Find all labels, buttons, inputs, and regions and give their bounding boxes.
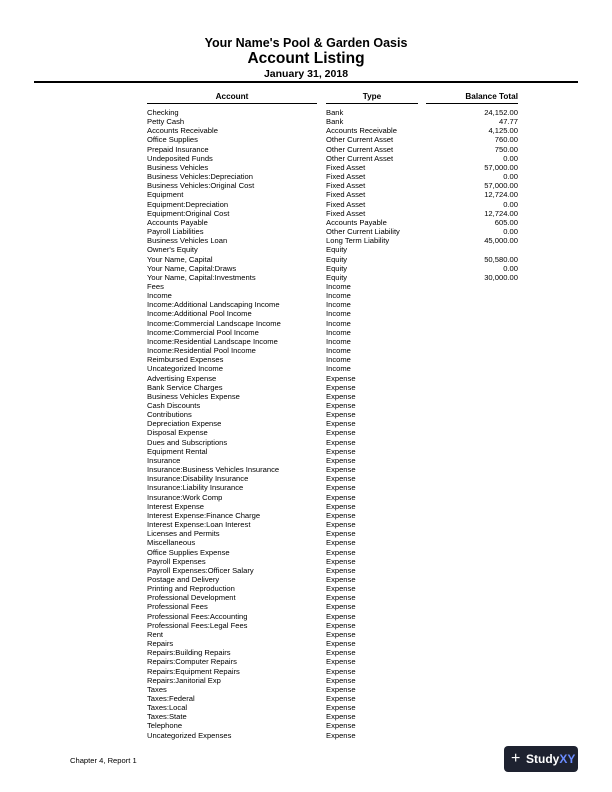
footer-label: Chapter 4, Report 1 — [70, 756, 137, 765]
table-row — [0, 273, 612, 282]
plus-icon: + — [511, 750, 521, 767]
table-row — [0, 300, 612, 309]
table-row — [0, 676, 612, 685]
account-cell: Your Name, Capital:Draws — [147, 263, 237, 273]
table-row — [0, 190, 612, 199]
type-cell: Expense — [326, 666, 356, 676]
table-row — [0, 575, 612, 584]
account-cell: Income:Residential Landscape Income — [147, 336, 278, 346]
account-cell: Postage and Delivery — [147, 574, 220, 584]
balance-cell: 0.00 — [503, 153, 518, 163]
table-row — [0, 236, 612, 245]
account-cell: Office Supplies — [147, 135, 198, 145]
type-cell: Expense — [326, 629, 356, 639]
table-row — [0, 309, 612, 318]
table-row — [0, 584, 612, 593]
table-row — [0, 419, 612, 428]
table-row — [0, 364, 612, 373]
table-row — [0, 630, 612, 639]
type-cell: Other Current Liability — [326, 227, 400, 237]
type-cell: Income — [326, 300, 351, 310]
table-row — [0, 346, 612, 355]
company-name: Your Name's Pool & Garden Oasis — [204, 36, 408, 50]
type-cell: Fixed Asset — [326, 190, 366, 200]
account-cell: Professional Fees — [147, 602, 208, 612]
account-cell: Equipment:Depreciation — [147, 199, 229, 209]
account-cell: Repairs:Equipment Repairs — [147, 666, 240, 676]
table-row — [0, 227, 612, 236]
account-cell: Interest Expense:Finance Charge — [147, 510, 261, 520]
account-cell: Miscellaneous — [147, 538, 196, 548]
balance-cell: 47.77 — [498, 117, 518, 127]
account-cell: Interest Expense — [147, 501, 204, 511]
type-cell: Expense — [326, 465, 356, 475]
type-cell: Income — [326, 281, 351, 291]
type-cell: Income — [326, 355, 351, 365]
table-row — [0, 245, 612, 254]
balance-cell: 760.00 — [494, 135, 518, 145]
type-cell: Expense — [326, 565, 356, 575]
account-cell: Repairs:Janitorial Exp — [147, 675, 221, 685]
account-cell: Insurance — [147, 455, 181, 465]
type-cell: Income — [326, 364, 351, 374]
table-row — [0, 456, 612, 465]
type-cell: Expense — [326, 675, 356, 685]
type-cell: Expense — [326, 382, 356, 392]
balance-cell: 12,724.00 — [484, 190, 518, 200]
account-cell: Professional Development — [147, 593, 236, 603]
account-cell: Repairs:Computer Repairs — [147, 657, 237, 667]
account-table — [0, 108, 612, 740]
account-cell: Rent — [147, 629, 164, 639]
account-cell: Uncategorized Expenses — [147, 730, 232, 740]
type-cell: Expense — [326, 455, 356, 465]
table-row — [0, 694, 612, 703]
table-row — [0, 117, 612, 126]
table-row — [0, 703, 612, 712]
table-row — [0, 145, 612, 154]
table-row — [0, 264, 612, 273]
type-cell: Income — [326, 346, 351, 356]
report-date: January 31, 2018 — [263, 68, 349, 80]
type-cell: Expense — [326, 657, 356, 667]
report-title: Account Listing — [247, 50, 365, 67]
account-cell: Payroll Expenses — [147, 556, 206, 566]
type-cell: Income — [326, 336, 351, 346]
account-cell: Uncategorized Income — [147, 364, 223, 374]
account-cell: Licenses and Permits — [147, 529, 220, 539]
account-cell: Cash Discounts — [147, 401, 201, 410]
balance-cell: 0.00 — [503, 227, 518, 237]
table-row — [0, 602, 612, 611]
account-cell: Reimbursed Expenses — [147, 355, 224, 365]
type-cell: Expense — [326, 602, 356, 612]
type-cell: Bank — [326, 117, 344, 127]
table-row — [0, 337, 612, 346]
balance-cell: 57,000.00 — [484, 162, 518, 172]
type-cell: Expense — [326, 520, 356, 530]
account-cell: Business Vehicles — [147, 162, 209, 172]
type-cell: Equity — [326, 254, 348, 264]
type-cell: Expense — [326, 730, 356, 740]
account-cell: Insurance:Disability Insurance — [147, 474, 249, 484]
account-cell: Taxes — [147, 684, 167, 694]
table-row — [0, 721, 612, 730]
account-cell: Interest Expense:Loan Interest — [147, 520, 251, 530]
account-cell: Income:Additional Landscaping Income — [147, 300, 280, 310]
type-cell: Equity — [326, 272, 348, 282]
type-cell: Equity — [326, 263, 348, 273]
type-cell: Expense — [326, 639, 356, 649]
type-cell: Expense — [326, 373, 356, 383]
balance-cell: 24,152.00 — [484, 108, 518, 117]
account-cell: Taxes:Local — [147, 703, 188, 713]
type-cell: Accounts Payable — [326, 217, 387, 227]
type-cell: Income — [326, 291, 351, 301]
table-row — [0, 328, 612, 337]
account-cell: Depreciation Expense — [147, 419, 222, 429]
account-cell: Payroll Expenses:Officer Salary — [147, 565, 254, 575]
table-row — [0, 181, 612, 190]
account-cell: Dues and Subscriptions — [147, 437, 228, 447]
type-cell: Fixed Asset — [326, 181, 366, 191]
balance-cell: 0.00 — [503, 199, 518, 209]
watermark-text: StudyXY — [526, 752, 576, 766]
type-cell: Expense — [326, 501, 356, 511]
table-row — [0, 612, 612, 621]
account-cell: Equipment Rental — [147, 446, 208, 456]
table-row — [0, 639, 612, 648]
balance-cell: 0.00 — [503, 263, 518, 273]
account-cell: Professional Fees:Legal Fees — [147, 620, 248, 630]
balance-cell: 750.00 — [494, 144, 518, 154]
table-row — [0, 108, 612, 117]
table-row — [0, 657, 612, 666]
type-cell: Expense — [326, 428, 356, 438]
type-cell: Long Term Liability — [326, 236, 390, 246]
account-cell: Checking — [147, 108, 179, 117]
type-cell: Income — [326, 318, 351, 328]
type-cell: Bank — [326, 108, 344, 117]
type-cell: Fixed Asset — [326, 172, 366, 182]
table-row — [0, 511, 612, 520]
account-cell: Repairs:Building Repairs — [147, 648, 231, 658]
table-row — [0, 566, 612, 575]
table-row — [0, 447, 612, 456]
table-row — [0, 493, 612, 502]
type-cell: Expense — [326, 611, 356, 621]
type-cell: Expense — [326, 492, 356, 502]
table-row — [0, 712, 612, 721]
table-row — [0, 392, 612, 401]
type-cell: Expense — [326, 584, 356, 594]
table-row — [0, 410, 612, 419]
type-cell: Expense — [326, 419, 356, 429]
table-row — [0, 319, 612, 328]
table-row — [0, 218, 612, 227]
column-header-account: Account — [147, 92, 317, 104]
table-row — [0, 538, 612, 547]
balance-cell: 0.00 — [503, 172, 518, 182]
table-row — [0, 163, 612, 172]
header-rule — [34, 81, 578, 83]
table-row — [0, 209, 612, 218]
table-row — [0, 438, 612, 447]
table-row — [0, 291, 612, 300]
account-cell: Business Vehicles:Original Cost — [147, 181, 255, 191]
type-cell: Equity — [326, 245, 348, 255]
account-cell: Telephone — [147, 721, 183, 731]
type-cell: Expense — [326, 694, 356, 703]
table-row — [0, 667, 612, 676]
table-row — [0, 135, 612, 144]
type-cell: Expense — [326, 703, 356, 713]
type-cell: Expense — [326, 684, 356, 694]
account-cell: Income — [147, 291, 172, 301]
account-cell: Prepaid Insurance — [147, 144, 209, 154]
account-cell: Contributions — [147, 410, 192, 420]
type-cell: Fixed Asset — [326, 162, 366, 172]
table-row — [0, 621, 612, 630]
account-cell: Professional Fees:Accounting — [147, 611, 248, 621]
account-cell: Undeposited Funds — [147, 153, 213, 163]
type-cell: Expense — [326, 712, 356, 722]
table-row — [0, 557, 612, 566]
balance-cell: 4,125.00 — [488, 126, 518, 136]
table-row — [0, 383, 612, 392]
type-cell: Expense — [326, 648, 356, 658]
table-row — [0, 255, 612, 264]
account-cell: Advertising Expense — [147, 373, 217, 383]
type-cell: Expense — [326, 538, 356, 548]
table-row — [0, 593, 612, 602]
account-cell: Fees — [147, 281, 164, 291]
account-cell: Your Name, Capital — [147, 254, 213, 264]
type-cell: Other Current Asset — [326, 153, 394, 163]
table-row — [0, 520, 612, 529]
account-cell: Insurance:Work Comp — [147, 492, 223, 502]
balance-cell: 12,724.00 — [484, 208, 518, 218]
account-cell: Owner's Equity — [147, 245, 198, 255]
account-cell: Your Name, Capital:Investments — [147, 272, 256, 282]
account-cell: Petty Cash — [147, 117, 185, 127]
table-row — [0, 172, 612, 181]
table-row — [0, 200, 612, 209]
type-cell: Accounts Receivable — [326, 126, 397, 136]
table-row — [0, 355, 612, 364]
account-cell: Income:Residential Pool Income — [147, 346, 256, 356]
account-cell: Equipment — [147, 190, 184, 200]
table-row — [0, 483, 612, 492]
type-cell: Expense — [326, 474, 356, 484]
account-cell: Income:Additional Pool Income — [147, 309, 252, 319]
table-row — [0, 154, 612, 163]
account-cell: Bank Service Charges — [147, 382, 223, 392]
account-cell: Income:Commercial Landscape Income — [147, 318, 281, 328]
balance-cell: 57,000.00 — [484, 181, 518, 191]
table-row — [0, 374, 612, 383]
account-cell: Payroll Liabilities — [147, 227, 204, 237]
account-cell: Repairs — [147, 639, 174, 649]
type-cell: Expense — [326, 410, 356, 420]
account-cell: Taxes:State — [147, 712, 187, 722]
table-row — [0, 648, 612, 657]
type-cell: Fixed Asset — [326, 199, 366, 209]
type-cell: Expense — [326, 574, 356, 584]
type-cell: Expense — [326, 446, 356, 456]
column-header-balance: Balance Total — [426, 92, 518, 104]
table-row — [0, 548, 612, 557]
table-row — [0, 685, 612, 694]
type-cell: Other Current Asset — [326, 135, 394, 145]
table-row — [0, 428, 612, 437]
type-cell: Expense — [326, 721, 356, 731]
type-cell: Expense — [326, 620, 356, 630]
account-cell: Office Supplies Expense — [147, 547, 230, 557]
account-cell: Equipment:Original Cost — [147, 208, 230, 218]
type-cell: Expense — [326, 556, 356, 566]
account-cell: Taxes:Federal — [147, 694, 195, 703]
account-cell: Insurance:Business Vehicles Insurance — [147, 465, 280, 475]
table-row — [0, 731, 612, 740]
type-cell: Expense — [326, 437, 356, 447]
balance-cell: 45,000.00 — [484, 236, 518, 246]
account-cell: Income:Commercial Pool Income — [147, 327, 259, 337]
balance-cell: 50,580.00 — [484, 254, 518, 264]
table-row — [0, 502, 612, 511]
account-cell: Business Vehicles:Depreciation — [147, 172, 253, 182]
account-cell: Accounts Payable — [147, 217, 208, 227]
account-cell: Insurance:Liability Insurance — [147, 483, 244, 493]
type-cell: Expense — [326, 391, 356, 401]
table-row — [0, 529, 612, 538]
column-header-type: Type — [326, 92, 418, 104]
account-cell: Printing and Reproduction — [147, 584, 235, 594]
type-cell: Fixed Asset — [326, 208, 366, 218]
account-cell: Accounts Receivable — [147, 126, 218, 136]
balance-cell: 30,000.00 — [484, 272, 518, 282]
type-cell: Expense — [326, 547, 356, 557]
type-cell: Expense — [326, 401, 356, 410]
table-row — [0, 126, 612, 135]
type-cell: Expense — [326, 483, 356, 493]
balance-cell: 605.00 — [494, 217, 518, 227]
table-row — [0, 474, 612, 483]
type-cell: Expense — [326, 529, 356, 539]
table-row — [0, 282, 612, 291]
table-row — [0, 401, 612, 410]
type-cell: Income — [326, 309, 351, 319]
account-cell: Disposal Expense — [147, 428, 208, 438]
type-cell: Other Current Asset — [326, 144, 394, 154]
studyxy-watermark — [504, 746, 578, 772]
table-row — [0, 465, 612, 474]
type-cell: Expense — [326, 510, 356, 520]
type-cell: Income — [326, 327, 351, 337]
type-cell: Expense — [326, 593, 356, 603]
account-cell: Business Vehicles Loan — [147, 236, 228, 246]
account-cell: Business Vehicles Expense — [147, 391, 240, 401]
